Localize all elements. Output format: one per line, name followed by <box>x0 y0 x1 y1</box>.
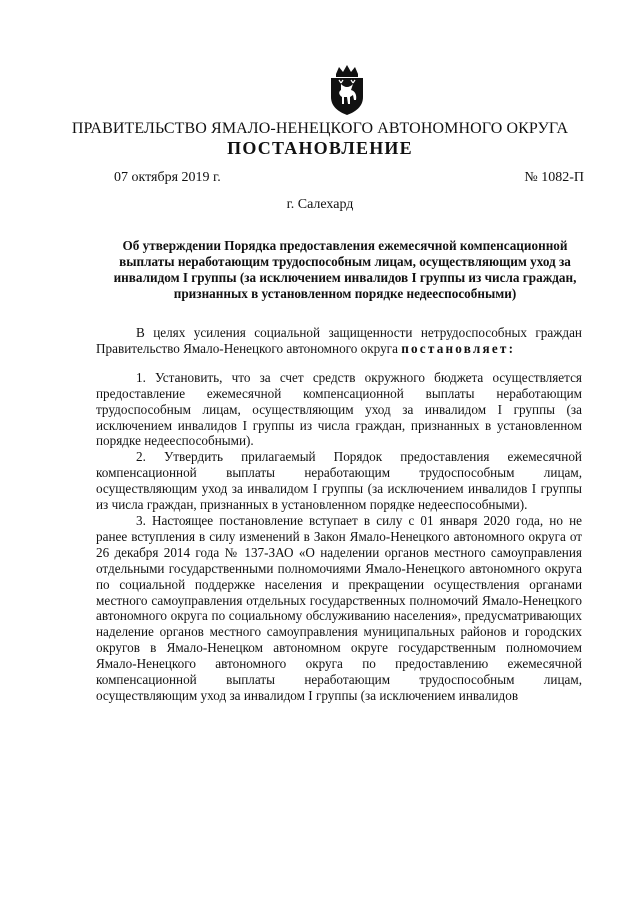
document-date: 07 октября 2019 г. <box>114 170 221 185</box>
clause-1: 1. Установить, что за счет средств окружного бюджета осуществляется предоставление ежемесячной компенсационной выплаты неработающим трудоспособным лицам, осуществляющим уход за инвалидом I группы (за исключением инвалидов I группы из числа граждан, признанных в установленном порядке недееспособными). <box>96 369 582 449</box>
clause-3: 3. Настоящее постановление вступает в силу с 01 января 2020 года, но не ранее вступления в силу изменений в Закон Ямало-Ненецкого автономного округа от 26 декабря 2014 года № 137-ЗАО «О наделении органов местного самоуправления отдельными государственными полномочиями Ямало-Ненецкого автономного округа по социальной поддержке населения и прекращении осуществления органами местного самоуправления отдельных государственных полномочий Ямало-Ненецкого автономного округа по социальному обслуживанию населения», предусматривающих наделение органов местного самоуправления муниципальных районов и городских округов в Ямало-Ненецком автономном округе государственным полномочием Ямало-Ненецкого автономного округа по предоставлению ежемесячной компенсационной выплаты неработающим трудоспособным лицам, осуществляющим уход за инвалидом I группы (за исключением инвалидов <box>96 512 582 703</box>
document-type: ПОСТАНОВЛЕНИЕ <box>227 138 413 158</box>
document-subject: Об утверждении Порядка предоставления ежемесячной компенсационной выплаты неработающим трудоспособным лицам, осуществляющим уход за инвалидом I группы (за исключением инвалидов I группы из числа граждан, признанных в установленном порядке недееспособными) <box>113 238 577 301</box>
document-body <box>96 325 582 704</box>
decree-word: постановляет: <box>401 340 516 356</box>
government-name: ПРАВИТЕЛЬСТВО ЯМАЛО-НЕНЕЦКОГО АВТОНОМНОГО ОКРУГА <box>71 120 569 137</box>
coat-of-arms-icon <box>324 64 370 116</box>
document-number: № 1082-П <box>524 170 584 185</box>
preamble-text: В целях усиления социальной защищенности нетрудоспособных граждан Правительство Ямало-Ненецкого автономного округа <box>96 325 582 356</box>
preamble <box>96 325 582 357</box>
clause-2: 2. Утвердить прилагаемый Порядок предоставления ежемесячной компенсационной выплаты неработающим трудоспособным лицам, осуществляющим уход за инвалидом I группы (за исключением инвалидов I группы из числа граждан, признанных в установленном порядке недееспособными). <box>96 449 582 513</box>
document-city: г. Салехард <box>286 197 354 212</box>
